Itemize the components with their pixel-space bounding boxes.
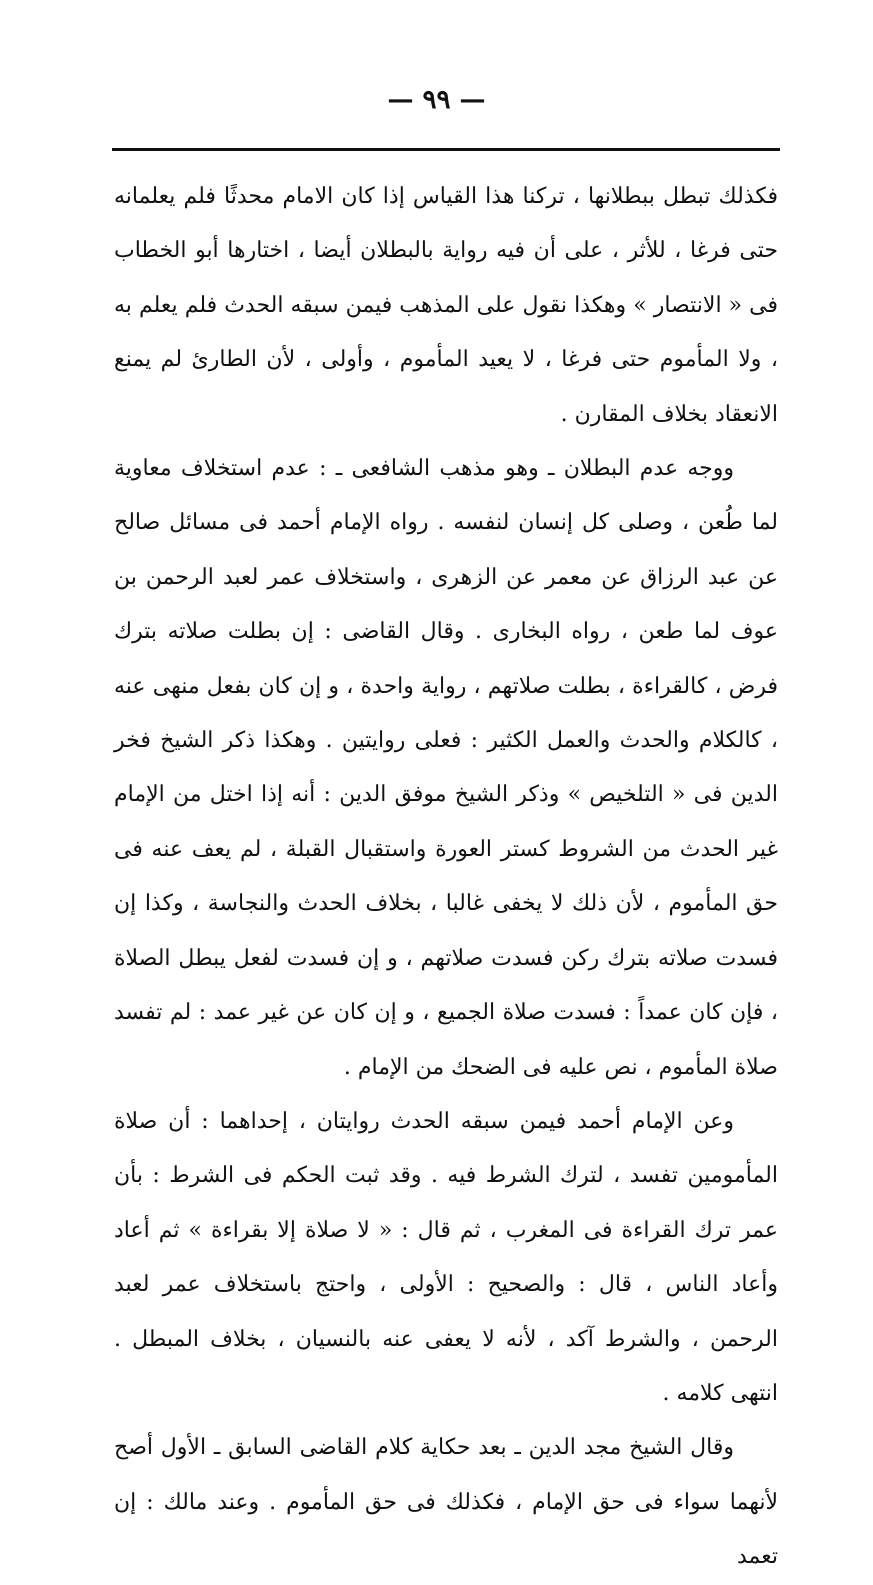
header-rule — [112, 148, 780, 151]
paragraph-4: وقال الشيخ مجد الدين ـ بعد حكاية كلام القاضى السابق ـ الأول أصح لأنهما سواء فى حق الإمام ، فكذلك فى حق المأموم . وعند مالك : إن تعمد — [114, 1435, 778, 1570]
paragraph-2: ووجه عدم البطلان ـ وهو مذهب الشافعى ـ : عدم استخلاف معاوية لما طُعن ، وصلى كل إنسان لنفسه . رواه الإمام أحمد فى مسائل صالح عن عبد الرزاق عن معمر عن الزهرى ، واستخلاف عمر لعبد الرحمن بن عوف لما طعن ، رواه البخارى . وقال القاضى : إن بطلت صلاته بترك فرض ، كالقراءة ، بطلت صلاتهم ، رواية واحدة ، و إن كان بفعل منهى عنه ، كالكلام والحدث والعمل الكثير : فعلى روايتين . وهكذا ذكر الشيخ فخر الدين فى « التلخيص » وذكر الشيخ موفق الدين : أنه إذا اختل من الإمام غير الحدث من الشروط كستر العورة واستقبال القبلة ، لم يعف عنه فى حق المأموم ، لأن ذلك لا يخفى غالبا ، بخلاف الحدث والنجاسة ، وكذا إن فسدت صلاته بترك ركن فسدت صلاتهم ، و إن فسدت لفعل يبطل الصلاة ، فإن كان عمداً : فسدت صلاة الجميع ، و إن كان عن غير عمد : لم تفسد صلاة المأموم ، نص عليه فى الضحك من الإمام . — [114, 456, 779, 1080]
paragraph-1: فكذلك تبطل ببطلانها ، تركنا هذا القياس إذا كان الامام محدثًا فلم يعلمانه حتى فرغا ، للأثر ، على أن فيه رواية بالبطلان أيضا ، اختارها أبو الخطاب فى « الانتصار » وهكذا نقول على المذهب فيمن سبقه الحدث فلم يعلم به ، ولا المأموم حتى فرغا ، لا يعيد المأموم ، وأولى ، لأن الطارئ لم يمنع الانعقاد بخلاف المقارن . — [114, 184, 778, 427]
page-number: — ٩٩ — — [387, 85, 486, 115]
body-text — [114, 170, 778, 1585]
paragraph-3: وعن الإمام أحمد فيمن سبقه الحدث روايتان ، إحداهما : أن صلاة المأمومين تفسد ، لترك الشرط فيه . وقد ثبت الحكم فى الشرط : بأن عمر ترك القراءة فى المغرب ، ثم قال : « لا صلاة إلا بقراءة » ثم أعاد وأعاد الناس ، قال : والصحيح : الأولى ، واحتج باستخلاف عمر لعبد الرحمن ، والشرط آكد ، لأنه لا يعفى عنه بالنسيان ، بخلاف المبطل . انتهى كلامه . — [114, 1108, 778, 1406]
